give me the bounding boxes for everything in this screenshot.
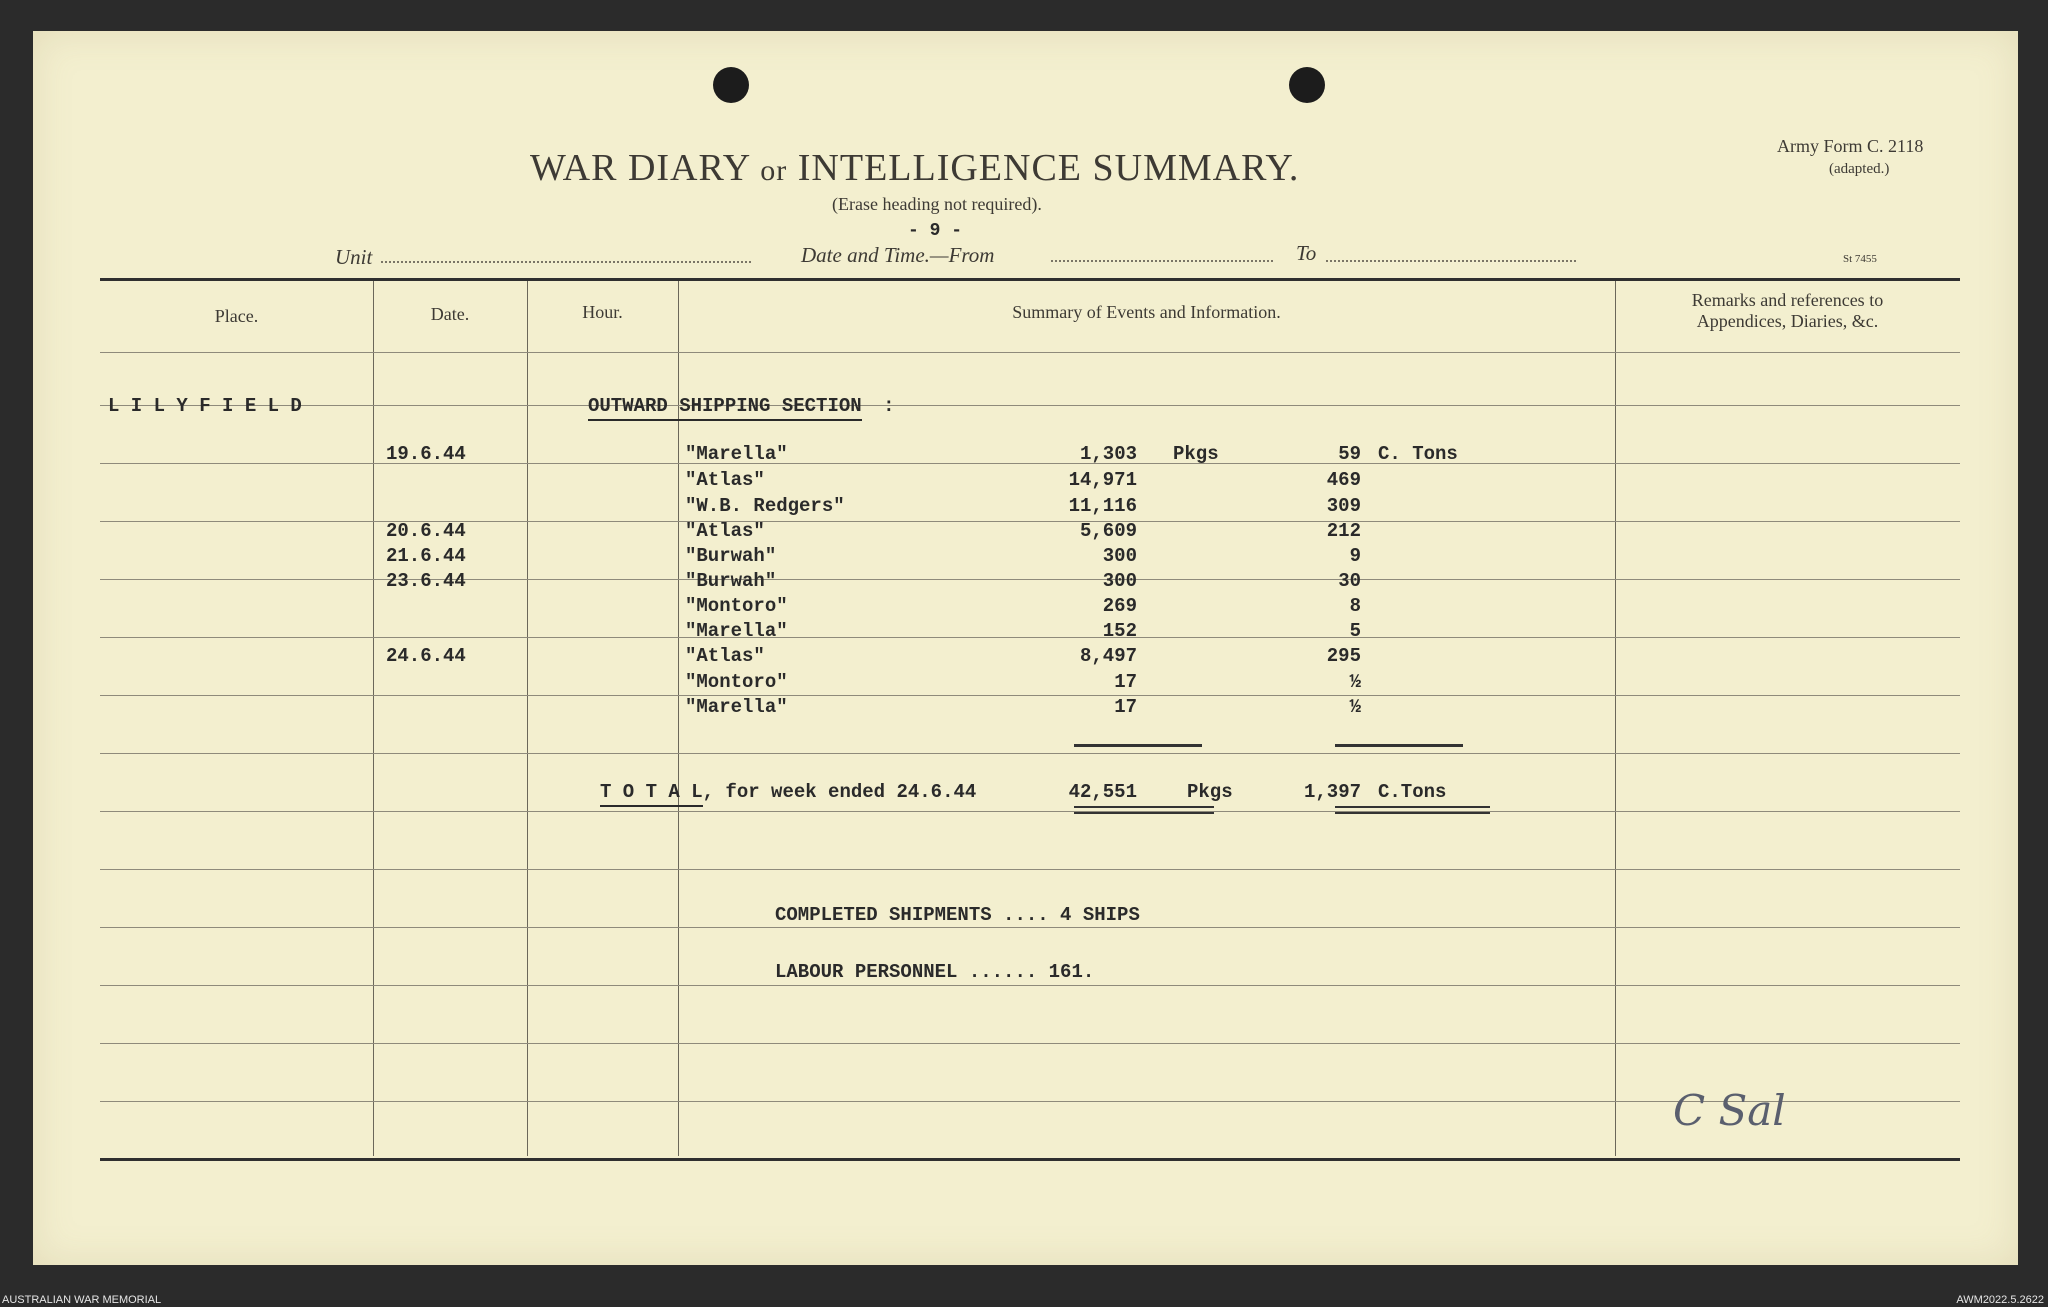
column-divider <box>1615 281 1616 1156</box>
entry-date: 20.6.44 <box>386 520 466 542</box>
total-pkgs-unit: Pkgs <box>1187 781 1233 803</box>
row-rule <box>100 753 1960 754</box>
column-header-remarks: Remarks and references to Appendices, Diaries, &c. <box>1691 290 1884 331</box>
entry-pkgs: 17 <box>1114 696 1137 718</box>
entry-ship: "Marella" <box>685 443 788 465</box>
entry-pkgs: 8,497 <box>1079 645 1137 667</box>
entry-pkgs: 5,609 <box>1079 520 1137 542</box>
diary-sheet <box>33 31 2018 1265</box>
punch-hole-right <box>1289 67 1325 103</box>
entry-tons: 295 <box>1326 645 1361 667</box>
column-header-hour: Hour. <box>582 302 623 322</box>
completed-shipments: COMPLETED SHIPMENTS .... 4 SHIPS <box>775 904 1140 926</box>
total-double-rule-pkgs <box>1074 806 1214 814</box>
row-rule <box>100 521 1960 522</box>
labour-personnel: LABOUR PERSONNEL ...... 161. <box>775 961 1095 983</box>
entry-tons: 469 <box>1326 469 1361 491</box>
entry-date: 21.6.44 <box>386 545 466 567</box>
entry-ship: "Montoro" <box>685 671 788 693</box>
total-label: T O T A L, for week ended 24.6.44 <box>600 781 976 803</box>
date-time-label: Date and Time.—From <box>801 243 995 267</box>
column-header-date: Date. <box>430 304 470 324</box>
entry-tons: ½ <box>1349 696 1361 718</box>
total-tons: 1,397 <box>1303 781 1361 803</box>
column-divider <box>373 281 374 1156</box>
entry-tons: ½ <box>1349 671 1361 693</box>
to-field <box>1326 260 1576 262</box>
unit-field <box>381 261 751 263</box>
punch-hole-left <box>713 67 749 103</box>
entry-ship: "Atlas" <box>685 469 765 491</box>
entry-tons-unit: C. Tons <box>1378 443 1458 465</box>
entry-tons: 30 <box>1338 570 1361 592</box>
row-rule <box>100 985 1960 986</box>
subtotal-rule-pkgs <box>1074 744 1202 747</box>
entry-pkgs: 17 <box>1114 671 1137 693</box>
column-header-place: Place. <box>214 306 259 326</box>
row-rule <box>100 463 1960 464</box>
entry-pkgs: 1,303 <box>1079 443 1137 465</box>
row-rule <box>100 579 1960 580</box>
entry-pkgs: 300 <box>1102 545 1137 567</box>
from-field <box>1051 260 1273 262</box>
total-double-rule-tons <box>1335 806 1490 814</box>
unit-label: Unit <box>335 245 373 269</box>
row-rule <box>100 695 1960 696</box>
row-rule <box>100 927 1960 928</box>
signature: C Sal <box>1673 1086 1786 1135</box>
row-rule <box>100 405 1960 406</box>
column-header-summary: Summary of Events and Information. <box>1012 302 1281 322</box>
form-adapted-note: (adapted.) <box>1829 161 1890 177</box>
entry-ship: "Burwah" <box>685 545 777 567</box>
entry-date: 19.6.44 <box>386 443 466 465</box>
entry-tons: 9 <box>1349 545 1361 567</box>
form-subtitle: (Erase heading not required). <box>832 194 1042 214</box>
row-rule <box>100 869 1960 870</box>
place-entry: L I L Y F I E L D <box>108 395 302 417</box>
total-pkgs: 42,551 <box>1068 781 1137 803</box>
entry-ship: "Marella" <box>685 620 788 642</box>
footer-credit: AUSTRALIAN WAR MEMORIAL <box>2 1294 162 1306</box>
entry-pkgs: 300 <box>1102 570 1137 592</box>
row-rule <box>100 637 1960 638</box>
row-rule <box>100 1043 1960 1044</box>
entry-ship: "W.B. Redgers" <box>685 495 845 517</box>
entry-ship: "Atlas" <box>685 645 765 667</box>
entry-tons: 59 <box>1338 443 1361 465</box>
entry-pkgs: 14,971 <box>1068 469 1137 491</box>
entry-pkgs: 152 <box>1102 620 1137 642</box>
footer-id: AWM2022.5.2622 <box>1956 1294 2044 1306</box>
entry-ship: "Burwah" <box>685 570 777 592</box>
total-tons-unit: C.Tons <box>1378 781 1447 803</box>
subtotal-rule-tons <box>1335 744 1463 747</box>
entry-tons: 8 <box>1349 595 1361 617</box>
page-number: - 9 - <box>908 221 963 241</box>
entry-date: 24.6.44 <box>386 645 466 667</box>
table-bottom-rule <box>100 1158 1960 1161</box>
entry-ship: "Atlas" <box>685 520 765 542</box>
entry-tons: 5 <box>1349 620 1361 642</box>
entry-date: 23.6.44 <box>386 570 466 592</box>
row-rule <box>100 811 1960 812</box>
entry-pkgs-unit: Pkgs <box>1173 443 1219 465</box>
entry-ship: "Marella" <box>685 696 788 718</box>
table-top-rule <box>100 278 1960 281</box>
entry-pkgs: 11,116 <box>1068 495 1137 517</box>
to-label: To <box>1296 241 1317 265</box>
entry-ship: "Montoro" <box>685 595 788 617</box>
form-code: St 7455 <box>1843 253 1877 265</box>
form-title: WAR DIARY or INTELLIGENCE SUMMARY. <box>530 147 1300 189</box>
army-form-number: Army Form C. 2118 <box>1777 136 1924 156</box>
section-title: OUTWARD SHIPPING SECTION : <box>588 395 894 417</box>
header-rule <box>100 352 1960 353</box>
entry-tons: 309 <box>1326 495 1361 517</box>
column-divider <box>527 281 528 1156</box>
entry-tons: 212 <box>1326 520 1361 542</box>
entry-pkgs: 269 <box>1102 595 1137 617</box>
